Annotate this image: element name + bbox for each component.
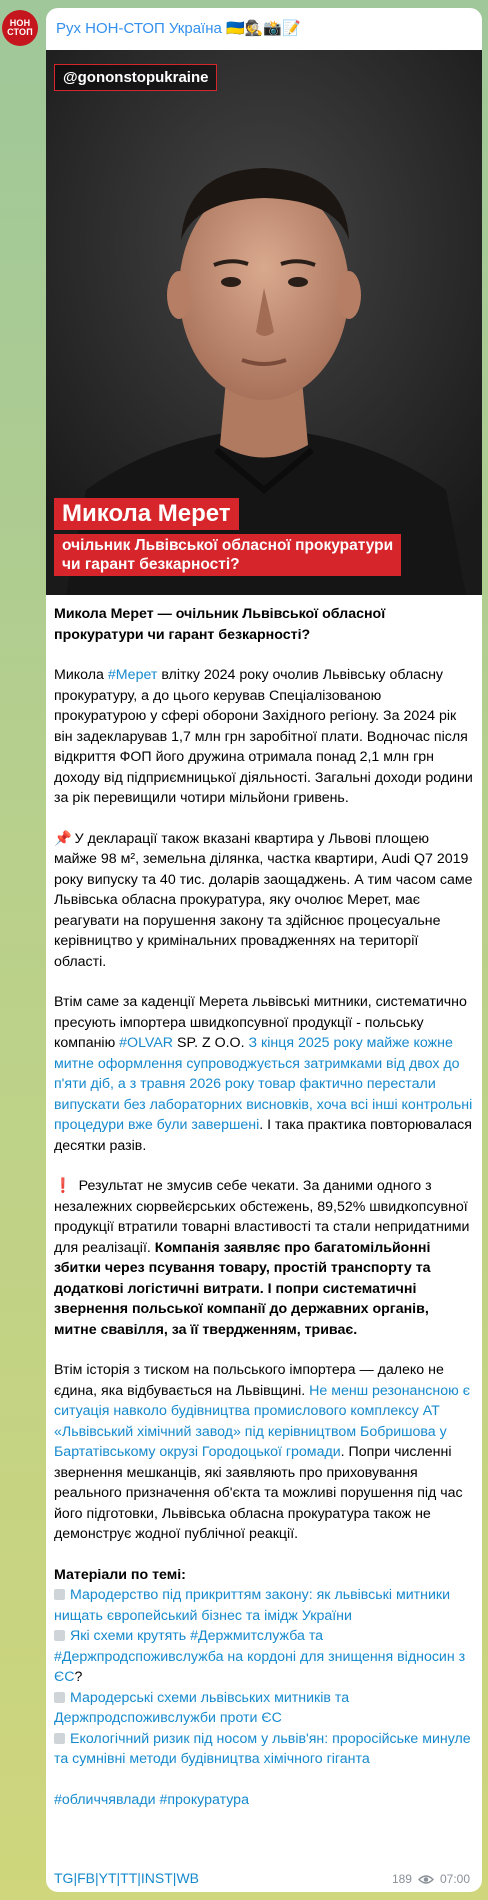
separator: | bbox=[137, 1870, 141, 1886]
exclamation-icon: ❗ bbox=[54, 1178, 72, 1194]
square-bullet-icon bbox=[54, 1692, 65, 1703]
text-run: влітку 2024 року очолив Львівську обласну прокуратуру, а до цього керував Спеціалізованою прокуратурою у сфері оборони Західного регіону. За 2024 рік він задекларував 1,7 млн грн заробітної плати. Водночас після відкриття ФОП його дружина отримала понад 2,1 млн грн доходу від підприємницької діяльності. Загальні доходи родини за рік перевищили чотири мільйони гривень. bbox=[54, 667, 473, 806]
text-run: Микола bbox=[54, 667, 108, 683]
material-item bbox=[54, 1585, 474, 1626]
link-chemical-plant[interactable]: Не менш резонансною є ситуація навколо будівництва промислового комплексу АТ «Львівський хімічний завод» під керівництвом Бобришова у Бартатівському окрузі Городоцької громади bbox=[54, 1382, 470, 1460]
material-link-2[interactable] bbox=[54, 1628, 465, 1685]
materials-title: Матеріали по темі: bbox=[54, 1566, 186, 1583]
text-run: та bbox=[304, 1628, 324, 1644]
hashtag-derzhmytsluzhba[interactable]: #Держмитслужба bbox=[190, 1628, 305, 1644]
hashtag-derzhprodspozhyvsluzhba[interactable]: #Держпродспоживслужба bbox=[54, 1648, 224, 1665]
bold-text: Компанія заявляє про багатомільйонні збитки через псування товару, простій транспорту та додаткові логістичні витрати. І попри систематичні звернення польської компанії до державних органів, митне свавілля, за її твердженням, триває. bbox=[54, 1239, 431, 1338]
link-wb[interactable]: WB bbox=[176, 1870, 199, 1886]
link-tg[interactable]: TG bbox=[54, 1870, 74, 1886]
material-item bbox=[54, 1688, 474, 1729]
eye-icon bbox=[418, 1874, 434, 1885]
material-item bbox=[54, 1729, 474, 1770]
text-run: Втім саме за каденції Мерета львівські митники, систематично пресують імпортера швидкопсувної продукції - польську компанію bbox=[54, 994, 467, 1051]
text-run: ? bbox=[74, 1669, 83, 1685]
text-run: Результат не змусив себе чекати. За даними одного з незалежних сюрвейєрських обстежень, 89,52% швидкопсувної продукції втратили товарні властивості та стали непридатними для реалізації. bbox=[54, 1178, 470, 1256]
link-yt[interactable]: YT bbox=[98, 1870, 117, 1886]
image-caption-name: Микола Мерет bbox=[54, 498, 239, 530]
image-caption-subtitle bbox=[54, 534, 401, 576]
paragraph-2 bbox=[54, 829, 474, 973]
separator: | bbox=[94, 1870, 99, 1886]
link-tt[interactable]: TT bbox=[120, 1870, 138, 1886]
hashtag-meret[interactable]: #Мерет bbox=[107, 667, 158, 683]
text-run: У декларації також вказані квартира у Львові площею майже 98 м², земельна ділянка, частка квартири, Audi Q7 2019 року випуску та 40 тис. доларів заощаджень. А тим часом саме Львівська обласна прокуратура, яку очолює Мерет, має реагувати на порушення закону та здійснює процесуальне керівництво у кримінальних провадженнях на території області. bbox=[54, 830, 473, 970]
text-run: . Попри численні звернення мешканців, які заявляють про приховування реального призначення об'єкта та можливі порушення під час його підготовки, Львівська обласна прокуратура також не демонструє жодної публічної реакції. bbox=[54, 1444, 463, 1542]
link-fb[interactable]: FB bbox=[77, 1870, 95, 1886]
channel-name[interactable]: Рух НОН-СТОП Україна 🇺🇦🕵️📸📝 bbox=[56, 20, 301, 37]
text-run: Які схеми крутять bbox=[70, 1628, 191, 1644]
separator: | bbox=[73, 1870, 78, 1886]
avatar-line2: СТОП bbox=[7, 27, 33, 37]
separator: | bbox=[116, 1870, 121, 1886]
square-bullet-icon bbox=[54, 1733, 65, 1744]
post-title: Микола Мерет — очільник Львівської обласної прокуратури чи гарант безкарності? bbox=[54, 606, 386, 643]
square-bullet-icon bbox=[54, 1589, 65, 1600]
social-links bbox=[54, 1870, 199, 1886]
pin-icon: 📌 bbox=[54, 830, 72, 847]
material-link-3[interactable]: Мародерські схеми львівських митників та Держпродспоживслужби проти ЄС bbox=[54, 1689, 350, 1726]
paragraph-3 bbox=[54, 992, 474, 1156]
text-run: Втім історія з тиском на польського імпортера — далеко не єдина, яка відбувається на Львівщині. bbox=[54, 1362, 444, 1399]
paragraph-5 bbox=[54, 1360, 474, 1545]
square-bullet-icon bbox=[54, 1630, 65, 1641]
text-run: SP. Z O.O. bbox=[173, 1035, 249, 1051]
hashtag-olvar[interactable]: #OLVAR bbox=[119, 1035, 174, 1051]
material-link-4[interactable]: Екологічний ризик під носом у львів'ян: проросійське минуле та сумнівні методи будівництва хімічного гіганта bbox=[54, 1730, 471, 1767]
material-item bbox=[54, 1626, 474, 1688]
paragraph-1 bbox=[54, 665, 474, 809]
post-hashtags[interactable]: #обличчявлади #прокуратура bbox=[54, 1791, 249, 1808]
caption-sub-line2: чи гарант безкарності? bbox=[62, 556, 240, 573]
caption-sub-line1: очільник Львівської обласної прокуратури bbox=[62, 537, 394, 554]
message-time: 07:00 bbox=[439, 1872, 470, 1886]
link-inst[interactable]: INST bbox=[140, 1870, 173, 1886]
text-run: . І така практика повторювалася десятки разів. bbox=[54, 1117, 472, 1154]
post-text bbox=[54, 604, 474, 1830]
view-count: 189 bbox=[391, 1872, 412, 1886]
image-watermark: @gononstopukraine bbox=[54, 64, 217, 91]
link-customs-delays[interactable]: З кінця 2025 року майже кожне митне оформлення супроводжується затримками від двох до п'яти діб, а з травня 2026 року товар фактично перестали випускати без лабораторних висновків, хоча всі інші контрольні процедури вже були завершені bbox=[54, 1035, 473, 1133]
message-meta bbox=[392, 1872, 470, 1886]
separator: | bbox=[172, 1870, 177, 1886]
channel-avatar[interactable] bbox=[2, 10, 38, 46]
related-materials bbox=[54, 1565, 474, 1770]
message-bubble bbox=[46, 8, 482, 1892]
paragraph-4 bbox=[54, 1176, 474, 1340]
material-link-1[interactable]: Мародерство під прикриттям закону: як львівські митники нищать європейський бізнес та імідж України bbox=[54, 1587, 451, 1624]
avatar-line1: НОН bbox=[9, 18, 31, 28]
post-image[interactable] bbox=[46, 50, 482, 595]
text-run: на кордоні для знищення відносин з ЄС bbox=[54, 1648, 466, 1685]
